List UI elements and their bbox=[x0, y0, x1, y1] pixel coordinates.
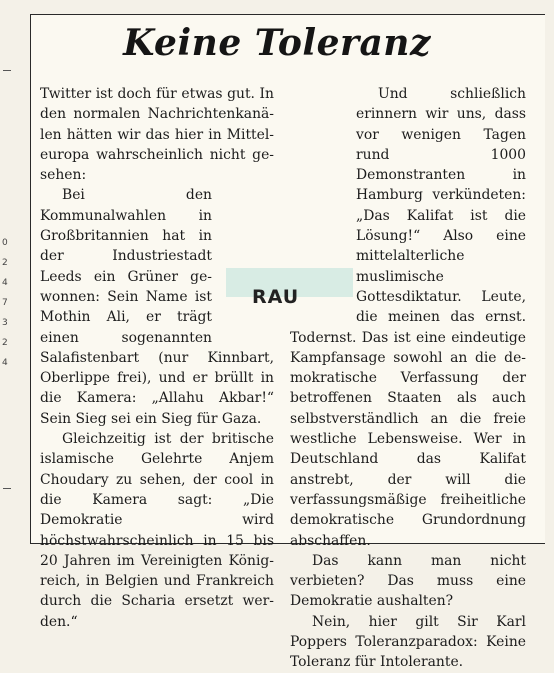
margin-digit: 2 bbox=[2, 338, 8, 348]
margin-tick bbox=[3, 70, 11, 71]
paragraph: Nein, hier gilt Sir Karl Poppers Toleranzparadox: Keine Toleranz für Intolerante. bbox=[290, 613, 526, 671]
margin-digit: 2 bbox=[2, 258, 8, 268]
margin-tick bbox=[3, 488, 11, 489]
margin-digit: 4 bbox=[2, 278, 8, 288]
article-title: Keine Toleranz bbox=[123, 22, 431, 64]
paragraph: Gleichzeitig ist der britische islamische Gelehrte Anjem Choudary zu sehen, der cool in die Kamera sagt: „Die Demokratie wird höchstwahrscheinlich in 15 bis 20 Jahren im Vereinigten Königreich, in Belgien und Frankreich durch die Scharia ersetzt werden.“ bbox=[40, 431, 274, 630]
paragraph: Bei den Kommunalwahlen in Großbritannien hat in der Industriestadt Leeds ein Grüner gewonnen: Sein Name ist Mothin Ali, er trägt einen sogenannten Salafistenbart (nur Kinnbart, Oberlippe frei), und er brüllt in die Kamera: „Allahu Akbar!“ Sein Sieg sei ein Sieg für Gaza. bbox=[40, 187, 274, 427]
article-column-right bbox=[290, 84, 526, 673]
margin-digit: 0 bbox=[2, 238, 8, 248]
author-signature: RAU bbox=[252, 286, 300, 308]
left-margin-marks bbox=[0, 0, 18, 557]
article-column-left bbox=[40, 84, 274, 632]
paragraph: Das kann man nicht verbieten? Das muss eine Demokratie aushalten? bbox=[290, 552, 526, 610]
margin-digit: 4 bbox=[2, 358, 8, 368]
margin-digit: 3 bbox=[2, 318, 8, 328]
paragraph: Twitter ist doch für etwas gut. In den normalen Nachrichtenkanälen hätten wir das hier in Mitteleuropa wahrscheinlich nicht gesehen: bbox=[40, 86, 274, 184]
margin-digit: 7 bbox=[2, 298, 8, 308]
paragraph: Und schließlich erinnern wir uns, dass vor wenigen Tagen rund 1000 Demonstranten in Hamburg verkündeten: „Das Kalifat ist die Lösung!“ Also eine mittelalterliche muslimische Gottesdiktatur. Leute, die meinen das ernst. Todernst. Das ist eine eindeutige Kampfansage sowohl an die demokratische Verfassung der betroffenen Staaten als auch selbstverständlich an die freie westliche Lebensweise. Wer in Deutschland das Kalifat anstrebt, der will die verfassungsmäßige freiheitliche demokratische Grundordnung abschaffen. bbox=[290, 86, 526, 549]
